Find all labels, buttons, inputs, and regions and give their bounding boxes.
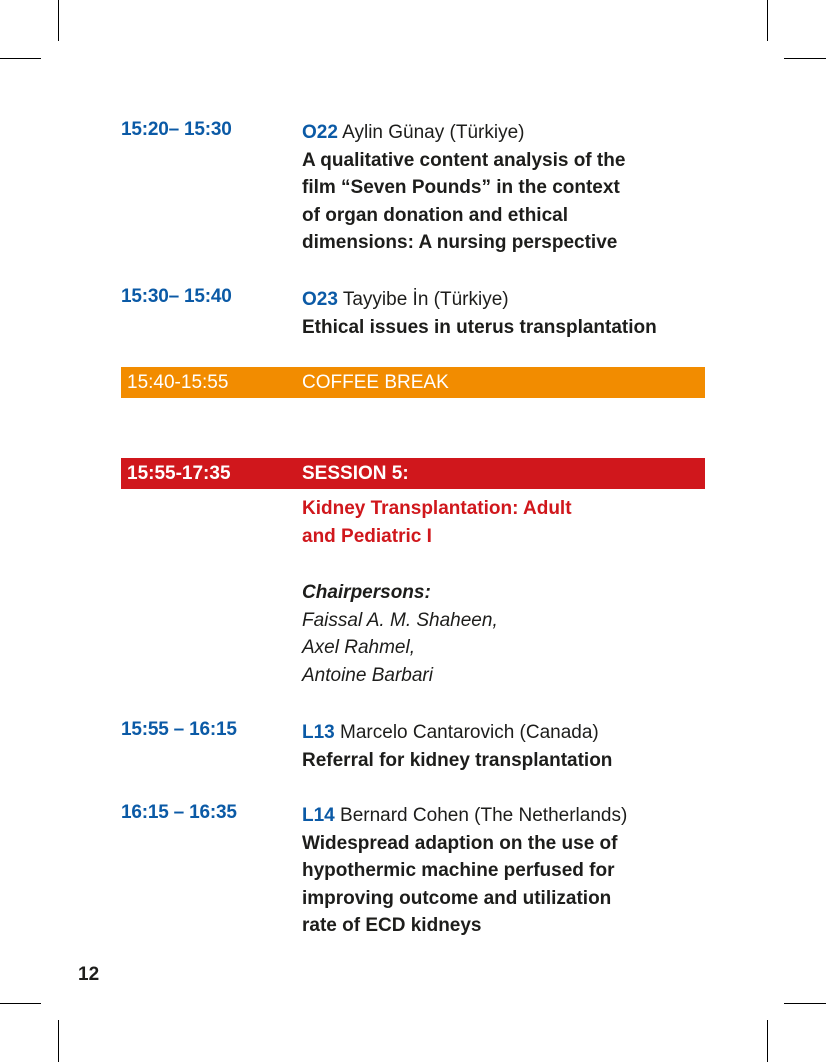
speaker: Bernard Cohen (The Netherlands): [334, 805, 628, 826]
speaker: Aylin Günay (Türkiye): [337, 122, 525, 143]
talk-title: Ethical issues in uterus transplantation: [302, 316, 657, 338]
crop-mark: [58, 1020, 59, 1062]
crop-mark: [767, 1020, 768, 1062]
crop-mark: [0, 1003, 41, 1004]
entry-time: 15:30– 15:40: [121, 286, 232, 307]
talk-title: rate of ECD kidneys: [302, 915, 482, 936]
chairperson: Axel Rahmel,: [302, 637, 415, 658]
crop-mark: [767, 0, 768, 41]
talk-code: L13: [302, 722, 335, 743]
talk-title: A qualitative content analysis of the: [302, 149, 626, 171]
crop-mark: [58, 0, 59, 41]
chairperson: Antoine Barbari: [302, 664, 433, 686]
chairpersons: [302, 579, 498, 689]
session-time: 15:55-17:35: [127, 463, 231, 484]
talk-title: hypothermic machine perfused for: [302, 860, 615, 881]
talk-code: O23: [302, 289, 338, 310]
talk-title: improving outcome and utilization: [302, 887, 612, 909]
break-label: COFFEE BREAK: [302, 372, 449, 393]
speaker: Tayyibe İn (Türkiye): [337, 289, 509, 310]
entry-time: 16:15 – 16:35: [121, 802, 237, 823]
session-bar: [121, 458, 705, 489]
entry-time: 15:55 – 16:15: [121, 719, 237, 740]
talk-title: dimensions: A nursing perspective: [302, 232, 618, 253]
chairperson: Faissal A. M. Shaheen,: [302, 609, 498, 631]
speaker: Marcelo Cantarovich (Canada): [334, 722, 599, 743]
coffee-break-bar: [121, 367, 705, 398]
entry-time: 15:20– 15:30: [121, 119, 232, 140]
talk-title: film “Seven Pounds” in the context: [302, 177, 620, 198]
break-time: 15:40-15:55: [127, 372, 229, 393]
page-number: 12: [78, 964, 100, 985]
talk-title: Widespread adaption on the use of: [302, 832, 618, 854]
crop-mark: [784, 58, 826, 59]
talk-title: Referral for kidney transplantation: [302, 749, 613, 771]
talk-title: of organ donation and ethical: [302, 204, 568, 226]
chairpersons-label: Chairpersons:: [302, 582, 431, 603]
session-title: Kidney Transplantation: Adult and Pediatric I: [302, 498, 572, 547]
talk-code: L14: [302, 805, 335, 826]
talk-code: O22: [302, 122, 338, 143]
crop-mark: [784, 1003, 826, 1004]
session-label: SESSION 5:: [302, 463, 409, 484]
crop-mark: [0, 58, 41, 59]
